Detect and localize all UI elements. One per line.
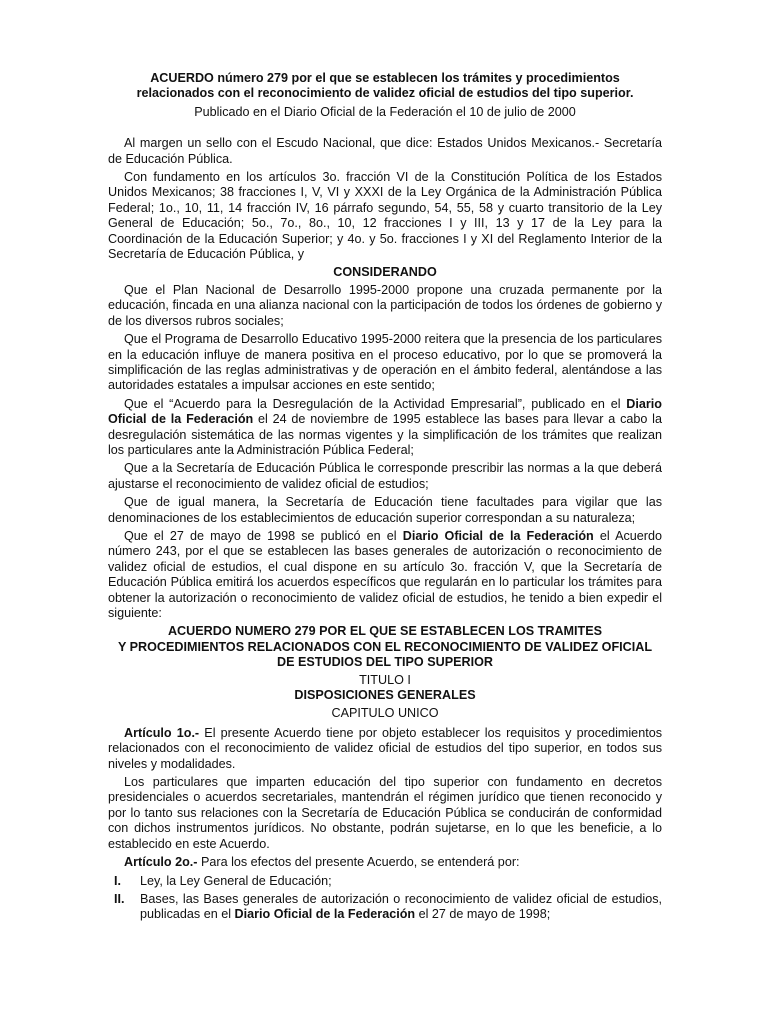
considerando-paragraph-1: Que el Plan Nacional de Desarrollo 1995-2000 propone una cruzada permanente por la educación, fincada en una alianza nacional con la participación de todos los órdenes de gobierno y de los diversos rubros sociales; (108, 282, 662, 328)
considerando-heading: CONSIDERANDO (333, 265, 437, 280)
publication-note: Publicado en el Diario Oficial de la Federación el 10 de julio de 2000 (194, 104, 576, 119)
document-title-line-1: ACUERDO número 279 por el que se establecen los trámites y procedimientos (150, 71, 620, 85)
articulo-2-text: Para los efectos del presente Acuerdo, se entenderá por: (197, 855, 520, 870)
definition-text-c: el 27 de mayo de 1998; (415, 907, 551, 922)
diario-oficial-reference: Diario Oficial de la Federación (402, 528, 594, 543)
considerando-p6-text-c: el Acuerdo número 243, por el que se establecen las bases generales de autorización o reconocimiento de validez oficial de estudios, el cual dispone en su artículo 3o. fracción V, que la Secretaría de Educación Pública emitirá los acuerdos específicos que regularán en lo particular los trámites para obtener la autorización o reconocimiento de validez oficial de estudios, he tenido a bien expedir el siguiente: (108, 528, 662, 620)
definition-number: I. (114, 873, 121, 888)
acuerdo-heading-line-1: ACUERDO NUMERO 279 POR EL QUE SE ESTABLECEN LOS TRAMITES (167, 624, 603, 639)
document-title-line-2: relacionados con el reconocimiento de validez oficial de estudios del tipo superior. (136, 86, 634, 101)
capitulo-heading: CAPITULO UNICO (331, 706, 439, 721)
articulo-2-paragraph (108, 855, 662, 870)
definition-text (140, 892, 662, 923)
considerando-paragraph-2: Que el Programa de Desarrollo Educativo 1995-2000 reitera que la presencia de los particulares en la educación influye de manera positiva en el proceso educativo, por lo que se promoverá la simplificación de las reglas administrativas y de operación en el ámbito federal, alentándose a las autoridades estatales a impulsar acciones en este sentido; (108, 332, 662, 393)
acuerdo-heading-line-3: DE ESTUDIOS DEL TIPO SUPERIOR (277, 655, 493, 670)
considerando-p6-text-a: Que el 27 de mayo de 1998 se publicó en el (124, 528, 403, 543)
diario-oficial-reference: Diario Oficial de la Federación (234, 907, 416, 922)
document-body (108, 71, 662, 926)
articulo-1-text: El presente Acuerdo tiene por objeto establecer los requisitos y procedimientos relacionados con el reconocimiento de validez oficial de estudios del tipo superior, en todos sus niveles y modalidades. (108, 725, 662, 771)
articulo-2-label: Artículo 2o.- (124, 855, 198, 870)
titulo-heading: TITULO I (359, 672, 411, 687)
definition-item (108, 874, 662, 889)
considerando-paragraph-5: Que de igual manera, la Secretaría de Educación tiene facultades para vigilar que las denominaciones de los establecimientos de educación superior correspondan a su naturaleza; (108, 495, 662, 525)
definition-text: Ley, la Ley General de Educación; (140, 873, 332, 888)
intro-paragraph-1: Al margen un sello con el Escudo Nacional, que dice: Estados Unidos Mexicanos.- Secretaría de Educación Pública. (108, 136, 662, 166)
considerando-p3-text-c: el 24 de noviembre de 1995 establece las bases para llevar a cabo la desregulación sistemática de las normas vigentes y la simplificación de los trámites que realizan los particulares ante la Administración Pública Federal; (108, 412, 662, 457)
definition-text-a: Bases, las Bases generales de autorización o reconocimiento de validez oficial de estudios, publicadas en el (140, 891, 662, 922)
considerando-paragraph-4: Que a la Secretaría de Educación Pública le corresponde prescribir las normas a la que deberá ajustarse el reconocimiento de validez oficial de estudios; (108, 461, 662, 491)
diario-oficial-reference: Diario Oficial de la Federación (108, 396, 662, 427)
considerando-paragraph-3 (108, 397, 662, 459)
intro-paragraph-2: Con fundamento en los artículos 3o. fracción VI de la Constitución Política de los Estados Unidos Mexicanos; 38 fracciones I, V, VI y XXXI de la Ley Orgánica de la Administración Pública Federal; 1o., 10, 11, 14 fracción IV, 16 párrafo segundo, 54, 55, 58 y cuarto transitorio de la Ley General de Educación; 5o., 7o., 8o., 10, 12 fracciones I y III, 13 y 17 de la Ley para la Coordinación de la Educación Superior; y 4o. y 5o. fracciones I y XI del Reglamento Interior de la Secretaría de Educación Pública, y (108, 170, 662, 262)
definition-number: II. (114, 891, 125, 906)
articulo-1-paragraph-2: Los particulares que imparten educación del tipo superior con fundamento en decretos presidenciales o acuerdos secretariales, mantendrán el régimen jurídico que tienen reconocido y por lo tanto sus relaciones con la Secretaría de Educación Pública se conducirán de conformidad con dichos instrumentos jurídicos. No obstante, podrán sujetarse, en lo que les beneficie, a lo establecido en este Acuerdo. (108, 775, 662, 851)
acuerdo-heading-line-2: Y PROCEDIMIENTOS RELACIONADOS CON EL RECONOCIMIENTO DE VALIDEZ OFICIAL (117, 639, 653, 654)
definition-item (108, 892, 662, 923)
articulo-1-label: Artículo 1o.- (124, 725, 200, 740)
disposiciones-heading: DISPOSICIONES GENERALES (294, 688, 476, 703)
articulo-1-paragraph (108, 726, 662, 772)
considerando-p3-text-a: Que el “Acuerdo para la Desregulación de la Actividad Empresarial”, publicado en el (124, 396, 627, 411)
considerando-paragraph-6 (108, 529, 662, 621)
